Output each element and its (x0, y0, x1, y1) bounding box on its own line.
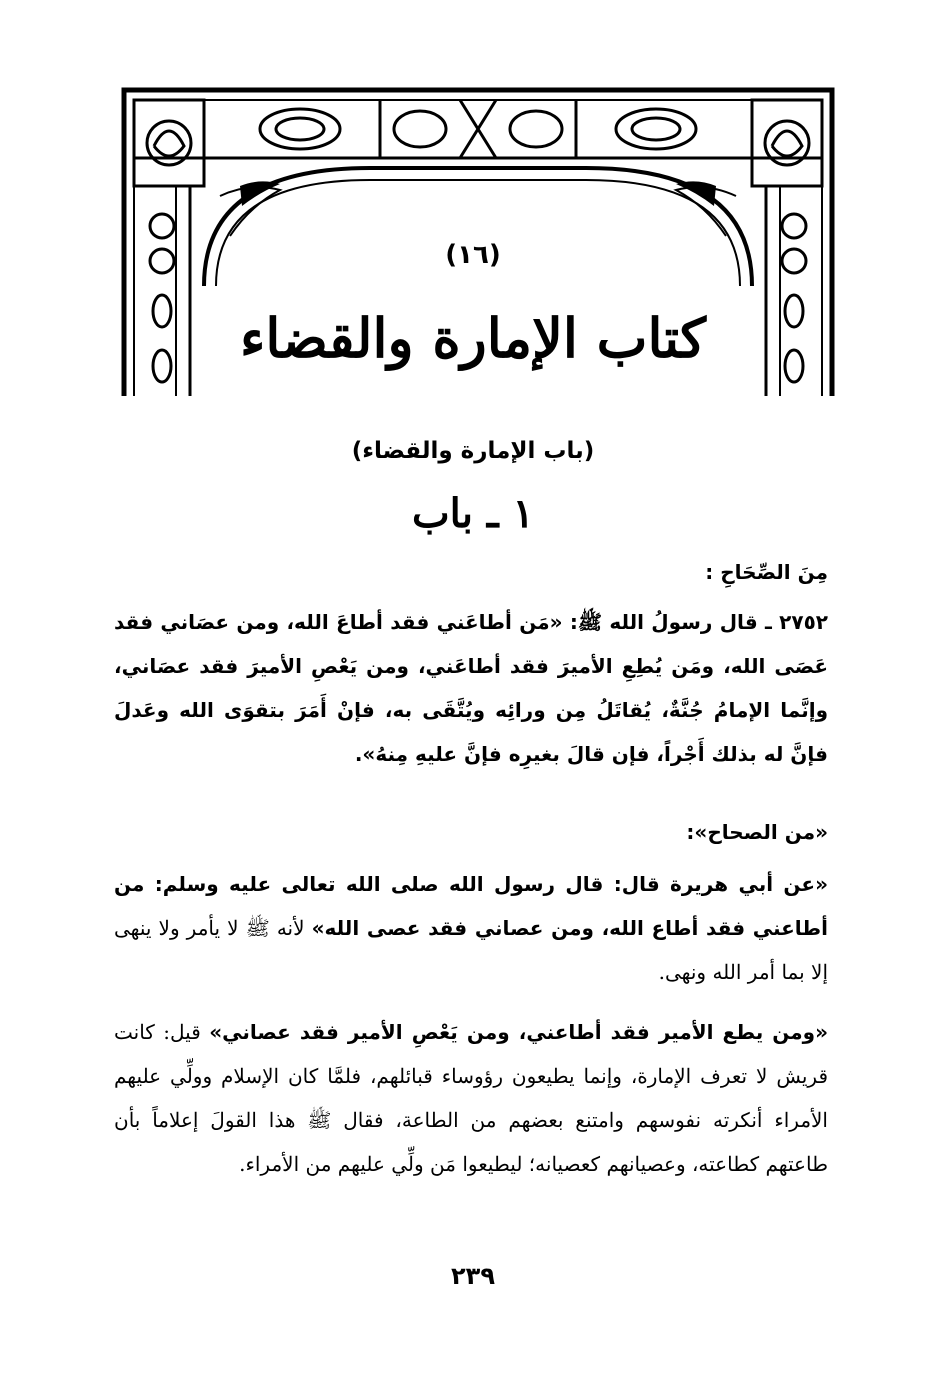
book-title: كتاب الإمارة والقضاء (240, 306, 706, 370)
quoted-hadith-text: «عن أبي هريرة قال: قال رسول الله صلى الله تعالى عليه وسلم: من أطاعني فقد أطاع الله، ومن عصاني فقد عصى الله» (114, 872, 829, 940)
volume-number: (١٦) (445, 240, 501, 270)
commentary-text: قيل: كانت قريش لا تعرف الإمارة، وإنما يطيعون رؤوساء قبائلهم، فلمَّا كان الإسلام وولِّي عليهم الأمراء أنكرته نفوسهم وامتنع بعضهم من الطاعة، فقال ﷺ هذا القولَ إعلاماً بأن طاعتهم كطاعته، وعصيانهم كعصيانه؛ ليطيعوا مَن ولِّي عليهم من الأمراء. (114, 1020, 828, 1176)
chapter-heading: (باب الإمارة والقضاء) (351, 438, 595, 464)
page-number: ٢٣٩ (451, 1262, 495, 1290)
commentary-paragraph-1 (114, 862, 828, 994)
commentary-heading: «من الصحاح»: (686, 820, 828, 844)
hadith-2752: ٢٧٥٢ ـ قال رسولُ الله ﷺ: «مَن أطاعَني فقد أطاعَ الله، ومن عصَاني فقد عَصَى الله، ومَن يُطِعِ الأميرَ فقد أطاعَني، ومن يَعْصِ الأميرَ فقد عصَاني، وإنَّما الإمامُ جُنَّةٌ، يُقاتَلُ مِن ورائِه ويُتَّقَى به، فإنْ أَمَرَ بتقوَى الله وعَدلَ فإنَّ له بذلك أَجْراً، فإن قالَ بغيرِه فإنَّ عليهِ مِنهُ». (114, 610, 828, 766)
subheading-sahah: مِنَ الصِّحَاحِ : (705, 560, 828, 584)
commentary-text: لأنه ﷺ لا يأمر ولا ينهى إلا بما أمر الله ونهى. (114, 916, 828, 984)
quoted-hadith-text: «ومن يطع الأمير فقد أطاعني، ومن يَعْصِ الأمير فقد عصاني» (209, 1020, 829, 1044)
section-heading: ١ ـ باب (411, 490, 535, 537)
commentary-paragraph-2 (114, 1010, 828, 1186)
